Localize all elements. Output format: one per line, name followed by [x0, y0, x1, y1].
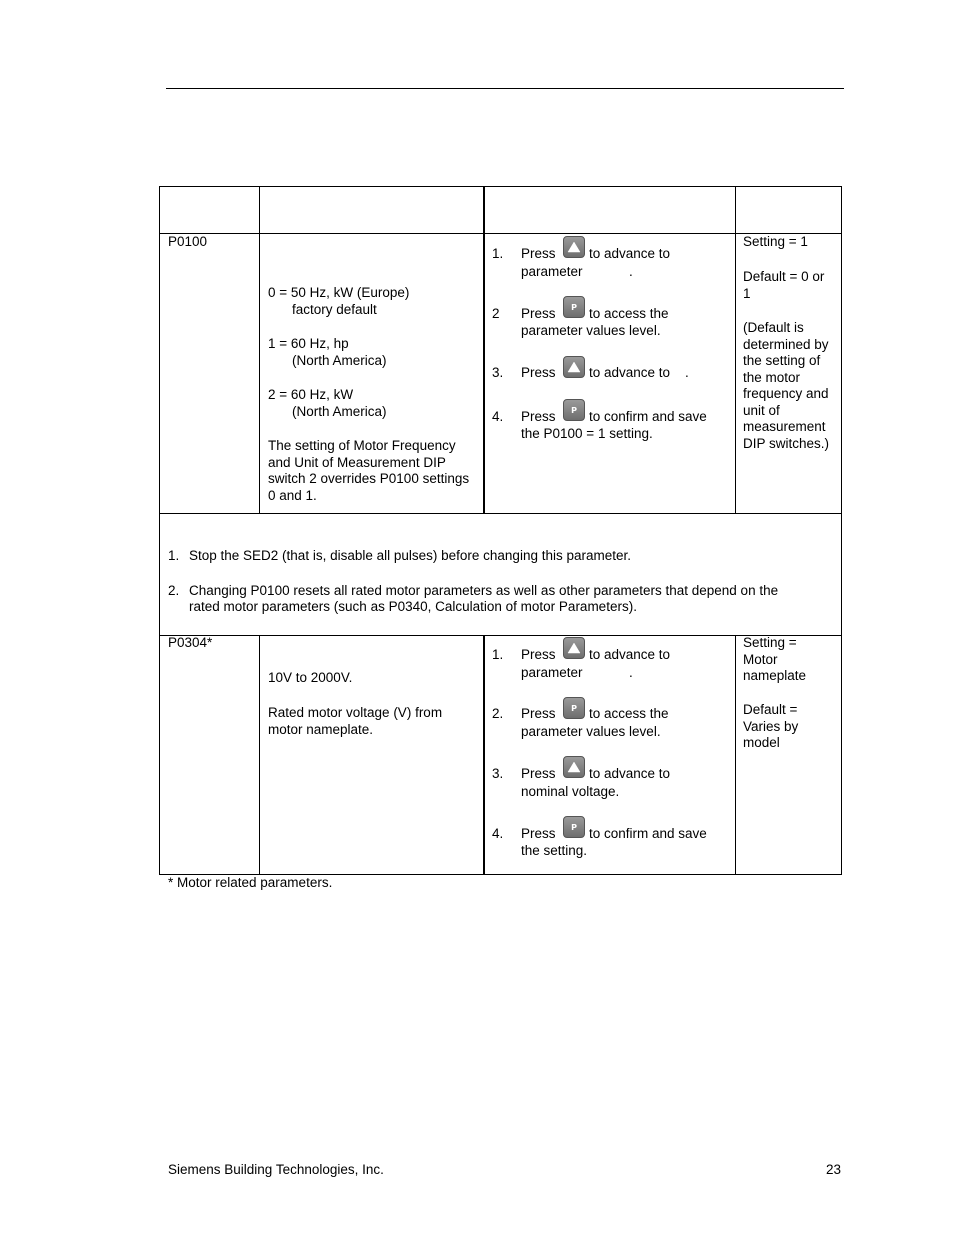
up-arrow-key-icon [563, 756, 585, 778]
dip-switch-note: The setting of Motor Frequency and Unit of Measurement DIP switch 2 overrides P0100 settings 0 and 1. [268, 438, 470, 503]
step-text: parameter values level. [521, 724, 661, 739]
param-id: P0100 [168, 234, 208, 249]
p-key-label: P [571, 822, 577, 832]
up-arrow-key-icon [563, 356, 585, 378]
page-number: 23 [826, 1162, 842, 1177]
p-key-icon [563, 697, 585, 719]
col-divider-2-row2 [483, 635, 485, 875]
step-text: to advance to [589, 246, 671, 261]
step-number: 3. [492, 365, 504, 380]
step-number: 4. [492, 826, 504, 841]
note-number: 1. [168, 548, 180, 563]
param-range: 10V to 2000V. [268, 670, 353, 685]
p-key-icon [563, 816, 585, 838]
up-arrow-key-icon [563, 637, 585, 659]
setting-value: Setting = 1 [743, 234, 808, 249]
step-text: . [629, 264, 633, 279]
step-text: Press [521, 766, 556, 781]
step-text: to access the [589, 706, 669, 721]
step-text: to confirm and save [589, 409, 707, 424]
col-divider-3-row2 [735, 635, 736, 875]
step-text: parameter [521, 665, 583, 680]
table-left-border [159, 186, 160, 875]
step-text: . [629, 665, 633, 680]
p-key-icon [563, 399, 585, 421]
option-line: (North America) [292, 353, 387, 368]
p-key-label: P [571, 703, 577, 713]
default-value: Default = 0 or 1 [743, 269, 825, 301]
step-text: Press [521, 647, 556, 662]
step-text: to advance to [589, 365, 671, 380]
col-divider-1 [259, 186, 260, 514]
step-text: parameter values level. [521, 323, 661, 338]
note-text: Changing P0100 resets all rated motor parameters as well as other parameters that depend on the [189, 583, 779, 598]
step-number: 2. [492, 706, 504, 721]
table-top-border [159, 186, 842, 187]
option-line: factory default [292, 302, 377, 317]
step-text: to advance to [589, 766, 671, 781]
param-description: Rated motor voltage (V) from motor nameplate. [268, 705, 443, 737]
step-text: to advance to [589, 647, 671, 662]
step-text: Press [521, 706, 556, 721]
note-text: Stop the SED2 (that is, disable all pulses) before changing this parameter. [189, 548, 631, 563]
step-text: the P0100 = 1 setting. [521, 426, 653, 441]
default-value: Default = Varies by model [743, 702, 799, 750]
step-text: parameter [521, 264, 583, 279]
p-key-label: P [571, 405, 577, 415]
setting-value: Setting = Motor nameplate [743, 635, 807, 683]
default-note: (Default is determined by the setting of the motor frequency and unit of measurement DIP switches.) [743, 320, 830, 451]
footer-company: Siemens Building Technologies, Inc. [168, 1162, 384, 1177]
step-number: 4. [492, 409, 504, 424]
step-text: nominal voltage. [521, 784, 620, 799]
option-line: 2 = 60 Hz, kW [268, 387, 354, 402]
step-text: the setting. [521, 843, 588, 858]
col-divider-3 [735, 186, 736, 514]
step-text: Press [521, 365, 556, 380]
step-number: 3. [492, 766, 504, 781]
step-text: Press [521, 246, 556, 261]
option-line: (North America) [292, 404, 387, 419]
row1-bottom-border [159, 513, 842, 514]
step-text: Press [521, 409, 556, 424]
notes-bottom-border [159, 635, 842, 636]
param-id: P0304* [168, 635, 213, 650]
step-text: Press [521, 306, 556, 321]
header-bottom-border [159, 233, 842, 234]
col-divider-2 [483, 186, 485, 514]
header-rule [166, 88, 844, 89]
step-number: 1. [492, 647, 504, 662]
note-number: 2. [168, 583, 180, 598]
step-text: to confirm and save [589, 826, 707, 841]
step-text: Press [521, 826, 556, 841]
note-text: rated motor parameters (such as P0340, Calculation of motor Parameters). [189, 599, 637, 614]
step-text: to access the [589, 306, 669, 321]
option-line: 1 = 60 Hz, hp [268, 336, 349, 351]
p-key-label: P [571, 302, 577, 312]
col-divider-1-row2 [259, 635, 260, 875]
step-text: . [685, 365, 689, 380]
p-key-icon [563, 296, 585, 318]
up-arrow-key-icon [563, 236, 585, 258]
step-number: 1. [492, 246, 504, 261]
step-number: 2 [492, 306, 500, 321]
footnote: * Motor related parameters. [168, 875, 333, 890]
option-line: 0 = 50 Hz, kW (Europe) [268, 285, 410, 300]
table-right-border [841, 186, 842, 875]
